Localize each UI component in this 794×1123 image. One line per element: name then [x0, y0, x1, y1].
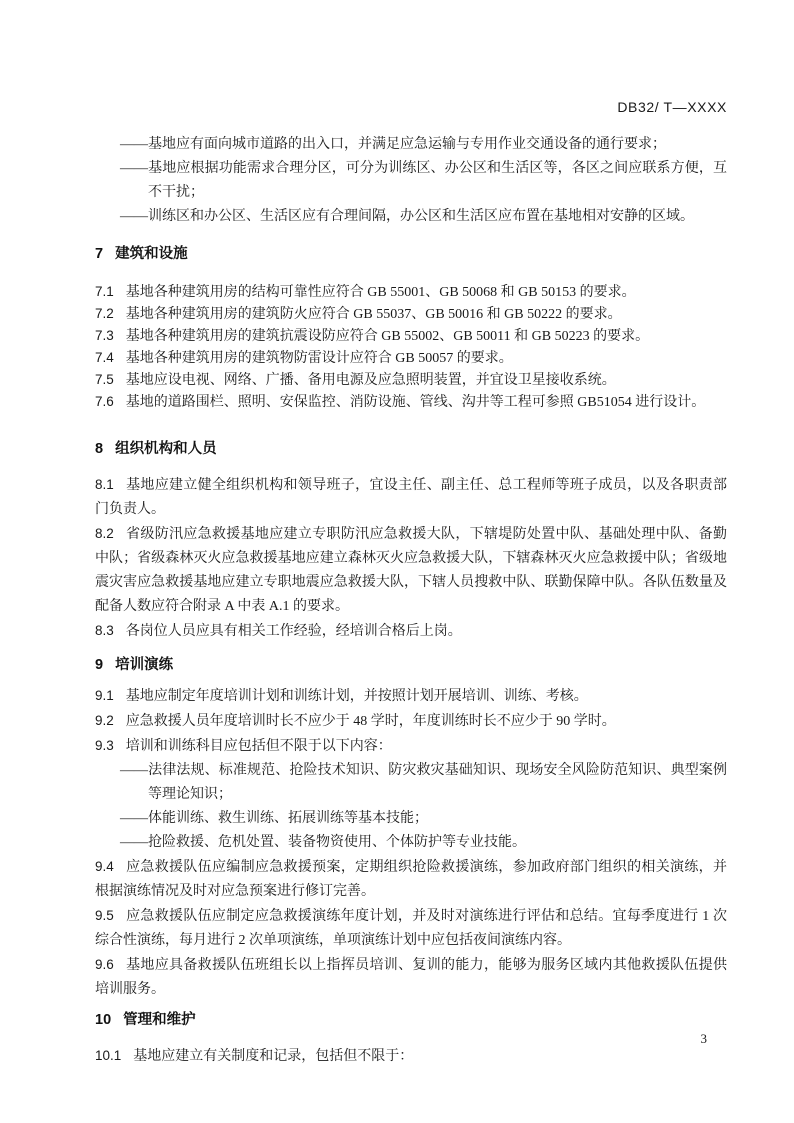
clause-number: 9.4 — [95, 859, 114, 874]
section-8-clauses — [95, 473, 727, 644]
clause-text: 基地各种建筑用房的建筑物防雷设计应符合 GB 50057 的要求。 — [125, 351, 513, 366]
dash-item: ——抢险救援、危机处置、装备物资使用、个体防护等专业技能。 — [120, 835, 526, 850]
dash-item: ——基地应根据功能需求合理分区，可分为训练区、办公区和生活区等，各区之间应联系方便，互不干扰； — [120, 161, 727, 200]
clause — [95, 391, 727, 413]
clause — [95, 281, 727, 303]
clause — [95, 734, 727, 759]
dash-item: ——训练区和办公区、生活区应有合理间隔，办公区和生活区应布置在基地相对安静的区域。 — [120, 209, 694, 224]
clause — [95, 855, 727, 904]
clause — [95, 303, 727, 325]
clause — [95, 904, 727, 953]
clause-text: 基地的道路围栏、照明、安保监控、消防设施、管线、沟井等工程可参照 GB51054 进行设计。 — [125, 395, 706, 410]
clause-number: 10.1 — [95, 1048, 122, 1063]
section-heading-7 — [95, 244, 727, 264]
clause-text: 基地应建立有关制度和记录，包括但不限于： — [133, 1049, 414, 1064]
clause — [95, 619, 727, 644]
clause-number: 9.6 — [95, 957, 114, 972]
clause-number: 7.4 — [95, 350, 114, 365]
clause — [95, 709, 727, 734]
section-9-clauses — [95, 684, 727, 1002]
dash-item: ——体能训练、救生训练、拓展训练等基本技能； — [120, 811, 428, 826]
clause — [95, 684, 727, 709]
section-number: 10 — [95, 1012, 112, 1028]
intro-dash-list — [95, 133, 727, 229]
section-heading-10 — [95, 1010, 727, 1030]
document-content — [95, 126, 727, 1069]
section-title: 培训演练 — [115, 657, 174, 673]
clause-number: 9.1 — [95, 688, 114, 703]
clause — [95, 473, 727, 522]
clause-number: 7.3 — [95, 328, 114, 343]
clause-text: 基地应设电视、网络、广播、备用电源及应急照明装置，并宜设卫星接收系统。 — [125, 373, 616, 388]
section-title: 建筑和设施 — [115, 246, 188, 262]
clause-number: 9.2 — [95, 713, 114, 728]
clause-number: 7.2 — [95, 306, 114, 321]
clause — [95, 522, 727, 619]
clause-number: 7.1 — [95, 284, 114, 299]
clause — [95, 369, 727, 391]
clause-number: 8.2 — [95, 526, 114, 541]
clause-text: 应急救援队伍应制定应急救援演练年度计划，并及时对演练进行评估和总结。宜每季度进行 1 次综合性演练，每月进行 2 次单项演练，单项演练计划中应包括夜间演练内容。 — [95, 909, 727, 948]
clause — [95, 347, 727, 369]
clause-text: 基地应具备救援队伍班组长以上指挥员培训、复训的能力，能够为服务区域内其他救援队伍提供培训服务。 — [95, 958, 727, 997]
clause-text: 省级防汛应急救援基地应建立专职防汛应急救援大队，下辖堤防处置中队、基础处理中队、备勤中队；省级森林灭火应急救援基地应建立森林灭火应急救援大队，下辖森林灭火应急救援中队；省级地震灾害应急救援基地应建立专职地震应急救援大队，下辖人员搜救中队、联勤保障中队。各队伍数量及配备人数应符合附录 A 中表 A.1 的要求。 — [95, 527, 727, 614]
clause — [95, 1044, 727, 1069]
section-7-clauses — [95, 281, 727, 413]
page-number: 3 — [700, 1031, 707, 1046]
clause-text: 基地各种建筑用房的建筑防火应符合 GB 55037、GB 50016 和 GB 50222 的要求。 — [125, 307, 622, 322]
section-title: 组织机构和人员 — [115, 441, 217, 457]
section-heading-8 — [95, 439, 727, 459]
section-title: 管理和维护 — [123, 1012, 196, 1028]
clause — [95, 953, 727, 1002]
clause-number: 9.3 — [95, 738, 114, 753]
clause-text: 基地各种建筑用房的建筑抗震设防应符合 GB 55002、GB 50011 和 GB 50223 的要求。 — [125, 329, 650, 344]
clause-text: 基地应制定年度培训计划和训练计划，并按照计划开展培训、训练、考核。 — [125, 689, 588, 704]
section-10-clauses — [95, 1044, 727, 1069]
clause-text: 基地各种建筑用房的结构可靠性应符合 GB 55001、GB 50068 和 GB 50153 的要求。 — [125, 285, 636, 300]
section-number: 7 — [95, 246, 104, 262]
dash-item: ——基地应有面向城市道路的出入口，并满足应急运输与专用作业交通设备的通行要求； — [120, 137, 666, 152]
clause-text: 培训和训练科目应包括但不限于以下内容： — [125, 739, 392, 754]
section-number: 9 — [95, 657, 104, 673]
section-number: 8 — [95, 441, 104, 457]
section-heading-9 — [95, 655, 727, 675]
clause-number: 7.6 — [95, 394, 114, 409]
clause-number: 7.5 — [95, 372, 114, 387]
document-code-header: DB32/ T—XXXX — [617, 99, 727, 115]
clause-text: 基地应建立健全组织机构和领导班子，宜设主任、副主任、总工程师等班子成员，以及各职责部门负责人。 — [95, 478, 727, 517]
dash-item: ——法律法规、标准规范、抢险技术知识、防灾救灾基础知识、现场安全风险防范知识、典型案例等理论知识； — [120, 763, 727, 802]
clause — [95, 325, 727, 347]
clause-text: 各岗位人员应具有相关工作经验，经培训合格后上岗。 — [125, 624, 462, 639]
clause-number: 8.1 — [95, 477, 114, 492]
clause-text: 应急救援队伍应编制应急救援预案，定期组织抢险救援演练，参加政府部门组织的相关演练，并根据演练情况及时对应急预案进行修订完善。 — [95, 860, 727, 899]
clause-number: 8.3 — [95, 623, 114, 638]
clause-text: 应急救援人员年度培训时长不应少于 48 学时，年度训练时长不应少于 90 学时。 — [125, 714, 616, 729]
clause-number: 9.5 — [95, 908, 114, 923]
